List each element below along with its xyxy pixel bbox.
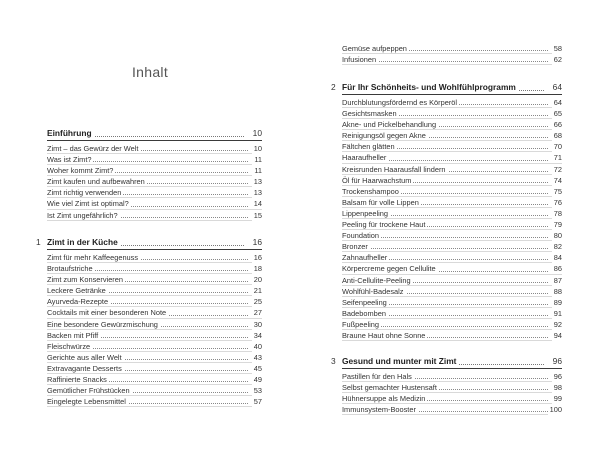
toc-entry-page: 88 <box>553 286 562 296</box>
toc-entry-label: Bronzer <box>342 242 368 252</box>
toc-entry-label: Trockenshampoo <box>342 186 399 196</box>
toc-entry <box>342 252 562 263</box>
toc-entry-page: 89 <box>553 297 562 307</box>
toc-entry-page: 86 <box>553 264 562 274</box>
toc-entry-label: Zimt kaufen und aufbewahren <box>47 177 145 187</box>
entry-list <box>47 143 262 221</box>
toc-entry <box>47 274 262 285</box>
toc-entry-page: 96 <box>553 372 562 381</box>
toc-entry <box>342 263 562 274</box>
entry-list <box>47 252 262 407</box>
toc-entry <box>342 371 562 382</box>
toc-entry-page: 80 <box>553 231 562 241</box>
toc-entry-label: Lippenpeeling <box>342 208 389 218</box>
section-heading-label: Zimt in der Küche <box>47 237 118 247</box>
toc-entry-label: Brotaufstriche <box>47 264 93 274</box>
toc-entry-page: 74 <box>553 175 562 185</box>
toc-entry-label: Balsam für volle Lippen <box>342 197 419 207</box>
chapter-number: 1 <box>36 237 41 247</box>
toc-entry <box>342 164 562 175</box>
toc-entry <box>47 330 262 341</box>
toc-entry-page: 70 <box>553 142 562 152</box>
toc-entry-label: Gemütlicher Frühstücken <box>47 386 130 396</box>
toc-entry <box>47 263 262 274</box>
toc-entry <box>342 382 562 393</box>
toc-entry-page: 43 <box>253 352 262 362</box>
toc-entry <box>342 219 562 230</box>
entry-list <box>342 371 562 415</box>
toc-entry-label: Zimt – das Gewürz der Welt <box>47 144 139 153</box>
toc-entry-label: Gemüse aufpeppen <box>342 44 407 53</box>
toc-entry-page: 98 <box>553 383 562 393</box>
toc-entry-label: Zimt für mehr Kaffeegenuss <box>47 253 139 262</box>
entry-list <box>342 97 562 341</box>
toc-entry-page: 53 <box>253 386 262 396</box>
toc-entry-label: Selbst gemachter Hustensaft <box>342 383 437 393</box>
toc-entry <box>342 308 562 319</box>
toc-entry-label: Extravagante Desserts <box>47 363 122 373</box>
section-divider <box>47 249 262 250</box>
toc-entry-label: Wie viel Zimt ist optimal? <box>47 199 129 209</box>
toc-entry <box>342 186 562 197</box>
toc-entry-page: 94 <box>553 330 562 340</box>
right-page <box>300 0 600 449</box>
toc-entry-page: 16 <box>253 253 262 262</box>
toc-entry-page: 78 <box>553 208 562 218</box>
toc-entry <box>47 143 262 154</box>
toc-entry-label: Zahnaufheller <box>342 253 388 263</box>
toc-entry-label: Gerichte aus aller Welt <box>47 352 122 362</box>
toc-entry-label: Eingelegte Lebensmittel <box>47 397 126 407</box>
section-heading-page: 10 <box>252 128 262 138</box>
toc-entry-label: Ist Zimt ungefährlich? <box>47 210 118 220</box>
toc-entry <box>342 54 562 65</box>
section-chapter-2 <box>331 81 562 341</box>
toc-entry-page: 100 <box>549 405 562 415</box>
toc-entry <box>47 210 262 221</box>
toc-entry <box>47 385 262 396</box>
toc-entry-page: 18 <box>253 264 262 274</box>
chapter-number: 3 <box>331 356 336 366</box>
toc-entry-page: 21 <box>253 286 262 296</box>
toc-entry-page: 45 <box>253 363 262 373</box>
section-divider <box>47 140 262 141</box>
toc-entry <box>342 175 562 186</box>
toc-entry-page: 49 <box>253 375 262 385</box>
toc-entry-label: Woher kommt Zimt? <box>47 166 114 176</box>
toc-entry <box>47 154 262 165</box>
toc-entry-label: Immunsystem-Booster <box>342 405 416 415</box>
toc-entry-label: Hühnersuppe als Medizin <box>342 394 426 404</box>
toc-entry-label: Gesichtsmasken <box>342 109 397 119</box>
section-divider <box>342 368 562 369</box>
toc-entry-page: 34 <box>253 330 262 340</box>
toc-entry-page: 25 <box>253 297 262 307</box>
toc-entry <box>47 307 262 318</box>
toc-entry-page: 91 <box>553 308 562 318</box>
section-heading-label: Gesund und munter mit Zimt <box>342 356 457 366</box>
toc-entry <box>342 152 562 163</box>
toc-entry <box>47 165 262 176</box>
toc-entry-page: 20 <box>253 275 262 285</box>
toc-entry-label: Peeling für trockene Haut <box>342 220 426 230</box>
toc-entry <box>342 208 562 219</box>
toc-entry-label: Foundation <box>342 231 379 241</box>
dot-leader <box>342 248 548 249</box>
toc-entry <box>47 285 262 296</box>
toc-entry-page: 40 <box>253 341 262 351</box>
toc-entry <box>342 108 562 119</box>
toc-entry-page: 10 <box>253 144 262 153</box>
toc-entry <box>47 352 262 363</box>
toc-entry <box>342 319 562 330</box>
toc-entry-page: 13 <box>253 177 262 187</box>
toc-entry-page: 30 <box>253 319 262 329</box>
chapter-number: 2 <box>331 82 336 92</box>
toc-title: Inhalt <box>131 64 169 80</box>
toc-entry-page: 72 <box>553 164 562 174</box>
entry-list <box>342 43 562 65</box>
toc-entry-label: Pastillen für den Hals <box>342 372 412 381</box>
toc-entry-page: 13 <box>253 188 262 198</box>
toc-entry-label: Zimt richtig verwenden <box>47 188 122 198</box>
toc-entry-page: 11 <box>254 155 262 165</box>
toc-entry-label: Kreisrunden Haarausfall lindern <box>342 164 446 174</box>
toc-entry <box>342 275 562 286</box>
toc-entry-page: 62 <box>553 55 562 65</box>
section-heading-page: 96 <box>552 356 562 366</box>
toc-entry-page: 92 <box>553 319 562 329</box>
toc-entry-label: Durchblutungsfördernd es Körperöl <box>342 98 458 107</box>
toc-entry <box>47 396 262 407</box>
toc-entry <box>342 393 562 404</box>
toc-entry-page: 65 <box>553 109 562 119</box>
toc-entry-page: 87 <box>553 275 562 285</box>
toc-entry <box>47 176 262 187</box>
toc-entry <box>47 374 262 385</box>
section-heading <box>47 127 262 139</box>
toc-entry-page: 27 <box>253 308 262 318</box>
toc-entry-label: Eine besondere Gewürzmischung <box>47 319 158 329</box>
toc-entry <box>342 241 562 252</box>
toc-entry-label: Leckere Getränke <box>47 286 106 296</box>
toc-entry-label: Fältchen glätten <box>342 142 395 152</box>
toc-entry-label: Was ist Zimt? <box>47 155 92 165</box>
toc-entry-label: Zimt zum Konservieren <box>47 275 123 285</box>
toc-entry <box>342 97 562 108</box>
toc-entry-label: Infusionen <box>342 55 377 65</box>
toc-entry <box>47 341 262 352</box>
toc-entry <box>47 198 262 209</box>
toc-entry <box>47 319 262 330</box>
section-chapter-3 <box>331 355 562 415</box>
section-continued <box>342 43 562 65</box>
toc-entry <box>342 197 562 208</box>
toc-entry-label: Anti-Cellulite-Peeling <box>342 275 411 285</box>
toc-entry <box>47 187 262 198</box>
toc-entry-label: Wohlfühl-Badesalz <box>342 286 404 296</box>
toc-entry-label: Badebomben <box>342 308 386 318</box>
section-divider <box>342 94 562 95</box>
toc-entry <box>342 43 562 54</box>
toc-entry-label: Haaraufheller <box>342 153 387 163</box>
section-introduction <box>47 127 262 221</box>
toc-entry-page: 64 <box>553 98 562 107</box>
toc-entry-page: 99 <box>553 394 562 404</box>
toc-entry-page: 66 <box>553 120 562 130</box>
toc-entry <box>342 119 562 130</box>
toc-entry <box>47 296 262 307</box>
toc-entry-page: 58 <box>553 44 562 53</box>
toc-entry-label: Braune Haut ohne Sonne <box>342 330 426 340</box>
toc-entry-label: Cocktails mit einer besonderen Note <box>47 308 167 318</box>
toc-entry <box>342 330 562 341</box>
toc-entry <box>342 404 562 415</box>
toc-entry-label: Fleischwürze <box>47 341 91 351</box>
toc-entry <box>47 363 262 374</box>
toc-entry-label: Ayurveda-Rezepte <box>47 297 109 307</box>
section-heading <box>331 81 562 93</box>
toc-entry <box>342 130 562 141</box>
toc-entry-label: Raffinierte Snacks <box>47 375 107 385</box>
toc-entry-label: Reinigungsöl gegen Akne <box>342 131 426 141</box>
section-heading-label: Einführung <box>47 128 92 138</box>
toc-entry <box>342 141 562 152</box>
section-heading-page: 16 <box>252 237 262 247</box>
section-chapter-1 <box>36 236 262 407</box>
toc-entry <box>47 252 262 263</box>
toc-entry-page: 75 <box>553 186 562 196</box>
toc-entry <box>342 297 562 308</box>
toc-entry <box>342 230 562 241</box>
toc-entry <box>342 286 562 297</box>
toc-entry-page: 79 <box>553 220 562 230</box>
toc-entry-page: 11 <box>254 166 262 176</box>
section-heading <box>331 355 562 367</box>
toc-entry-label: Seifenpeeling <box>342 297 387 307</box>
toc-entry-page: 84 <box>553 253 562 263</box>
toc-entry-label: Fußpeeling <box>342 319 379 329</box>
toc-entry-label: Backen mit Pfiff <box>47 330 99 340</box>
section-heading-label: Für Ihr Schönheits- und Wohlfühlprogramm <box>342 82 516 92</box>
toc-entry-page: 57 <box>253 397 262 407</box>
toc-entry-label: Öl für Haarwachstum <box>342 175 412 185</box>
toc-entry-page: 76 <box>553 197 562 207</box>
toc-entry-label: Akne- und Pickelbehandlung <box>342 120 437 130</box>
toc-entry-page: 71 <box>553 153 562 163</box>
section-heading <box>36 236 262 248</box>
toc-entry-label: Körpercreme gegen Cellulite <box>342 264 436 274</box>
toc-entry-page: 68 <box>553 131 562 141</box>
section-heading-page: 64 <box>552 82 562 92</box>
toc-entry-page: 14 <box>253 199 262 209</box>
toc-entry-page: 15 <box>253 210 262 220</box>
toc-entry-page: 82 <box>553 242 562 252</box>
